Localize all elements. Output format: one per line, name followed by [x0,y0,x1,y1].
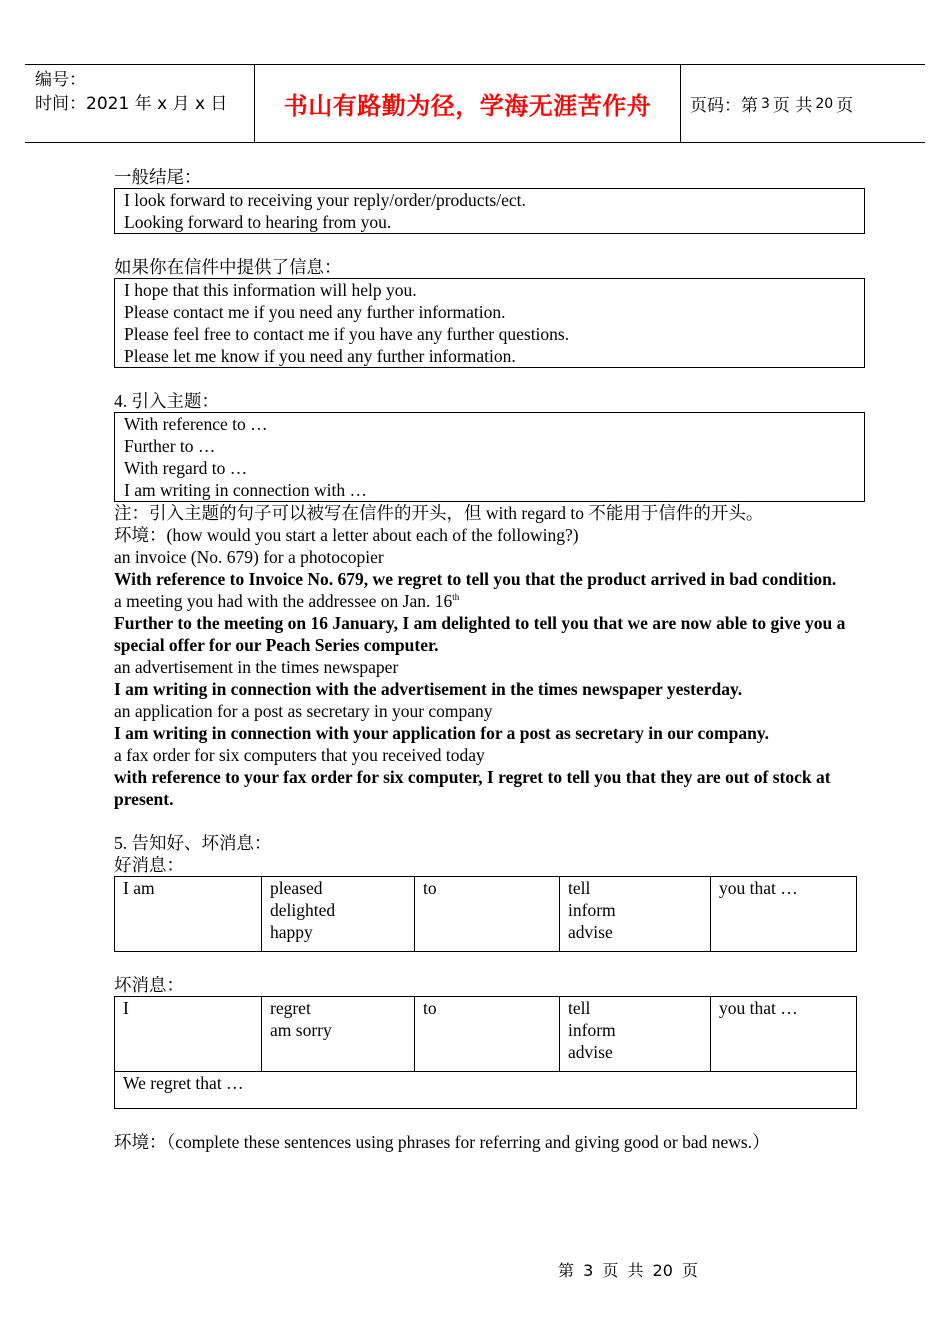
table-cell [711,997,857,1072]
table-cell [262,877,415,952]
cell-line: inform [568,900,616,920]
page-mid: 页 共 [772,96,813,116]
table-cell [560,997,711,1072]
exercise-prompt-text: a meeting you had with the addressee on Jan. 16 [114,591,453,611]
cell-line: delighted [270,900,336,920]
table-cell [262,997,415,1072]
good-news-label: 好消息： [114,855,184,875]
page-footer: 第 3 页 共 20 页 [558,1261,698,1280]
serial-label: 编号： [35,70,86,90]
table-row [115,1072,857,1109]
cell-line: inform [568,1020,616,1040]
info-line: Please feel free to contact me if you have any further questions. [124,324,570,344]
cell-line: happy [270,922,313,942]
cell-line: you that … [719,878,798,898]
exercise-prompt: an invoice (No. 679) for a photocopier [114,547,384,567]
cell-line: I [123,998,129,1018]
table-row [115,877,857,952]
topic-label: 4. 引入主题： [114,391,219,411]
header-page-info [690,65,925,142]
cell-line: regret [270,998,311,1018]
table-cell [415,997,560,1072]
bad-news-table [114,996,857,1109]
closing-label: 一般结尾： [114,167,202,187]
topic-line: Further to … [124,436,216,456]
table-cell [115,1072,857,1109]
topic-note: 注：引入主题的句子可以被写在信件的开头，但 with regard to 不能用于信件的开头。 [114,503,764,523]
cell-line: advise [568,922,613,942]
page-suffix: 页 [836,96,854,116]
closing-line: Looking forward to hearing from you. [124,212,392,232]
cell-line: you that … [719,998,798,1018]
info-label: 如果你在信件中提供了信息： [114,257,342,277]
exercise-answer: with reference to your fax order for six computer, I regret to tell you that they are out of stock at present. [114,767,831,809]
exercise-prompt: a fax order for six computers that you received today [114,745,485,765]
cell-line: pleased [270,878,323,898]
topic-box [114,412,865,502]
table-cell [115,997,262,1072]
exercise-answer: I am writing in connection with the advertisement in the times newspaper yesterday. [114,679,743,699]
cell-line: tell [568,878,591,898]
info-line: I hope that this information will help you. [124,280,417,300]
document-body [114,166,874,1153]
page-number: 3 [761,95,770,112]
bad-news-label: 坏消息： [114,975,184,995]
cell-line: am sorry [270,1020,332,1040]
topic-context: 环境：(how would you start a letter about each of the following?) [114,525,579,545]
page-header [25,64,925,143]
table-cell [560,877,711,952]
exercise-answer: I am writing in connection with your application for a post as secretary in our company. [114,723,769,743]
header-motto: 书山有路勤为径，学海无涯苦作舟 [254,65,681,142]
table-row [115,997,857,1072]
exercise-prompt: an advertisement in the times newspaper [114,657,399,677]
cell-line: tell [568,998,591,1018]
cell-line: to [423,998,437,1018]
time-label: 时间：2021 年 x 月 x 日 [35,94,228,114]
exercise-prompt [114,590,874,612]
header-meta [25,65,254,142]
news-label: 5. 告知好、坏消息： [114,833,272,853]
cell-line: to [423,878,437,898]
closing-box [114,188,865,234]
info-line: Please let me know if you need any further information. [124,346,516,366]
page-prefix: 页码：第 [690,96,758,116]
info-line: Please contact me if you need any further information. [124,302,506,322]
exercise-answer: Further to the meeting on 16 January, I am delighted to tell you that we are now able to give you a special offer for our Peach Series computer. [114,613,846,655]
closing-line: I look forward to receiving your reply/order/products/ect. [124,190,526,210]
final-context: 环境：（complete these sentences using phrases for referring and giving good or bad news.） [114,1132,770,1152]
table-cell [711,877,857,952]
topic-line: With regard to … [124,458,248,478]
exercise-prompt-sup: th [452,592,460,603]
cell-line: We regret that … [123,1073,244,1093]
info-box [114,278,865,368]
table-cell [115,877,262,952]
page-total: 20 [815,95,834,112]
exercise-answer: With reference to Invoice No. 679, we regret to tell you that the product arrived in bad condition. [114,569,837,589]
table-cell [415,877,560,952]
cell-line: I am [123,878,155,898]
good-news-table [114,876,857,952]
exercise-prompt: an application for a post as secretary in your company [114,701,493,721]
topic-line: With reference to … [124,414,268,434]
cell-line: advise [568,1042,613,1062]
topic-line: I am writing in connection with … [124,480,368,500]
